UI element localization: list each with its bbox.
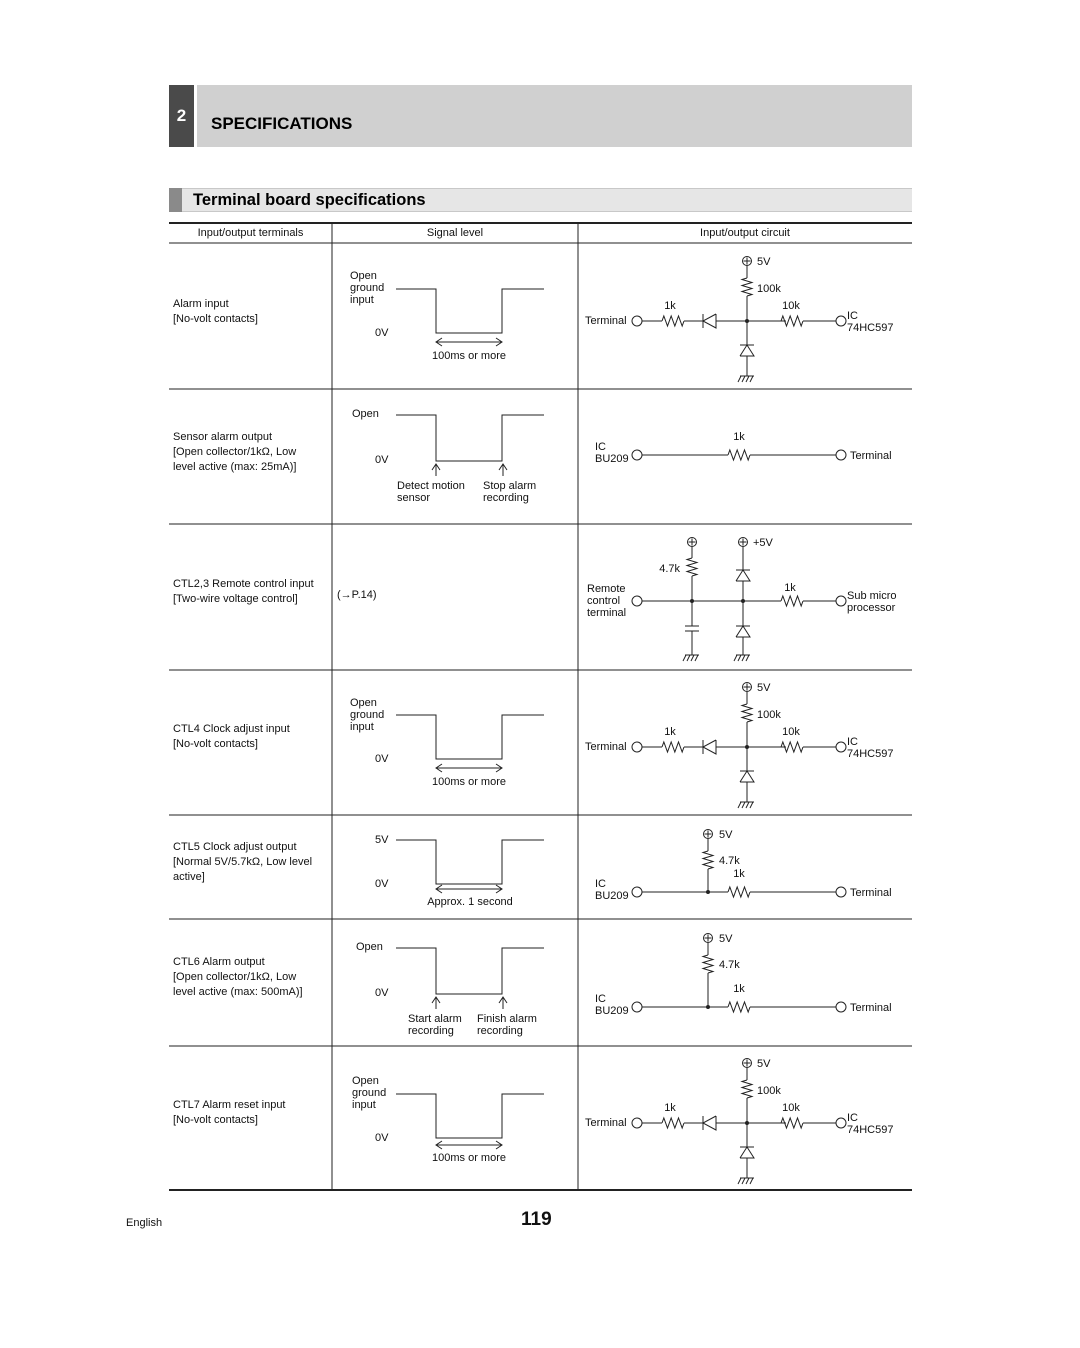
terminal-node (632, 887, 642, 897)
ground-symbol (738, 802, 741, 808)
ic-label: IC (595, 441, 606, 453)
diode (740, 345, 754, 356)
ground-symbol (746, 802, 749, 808)
terminal-node (836, 887, 846, 897)
ground-symbol (695, 655, 698, 661)
terminal-label: Terminal (850, 887, 892, 899)
ic-label: 74HC597 (847, 322, 894, 334)
terminal-node (836, 1118, 846, 1128)
resistor-label: 1k (733, 868, 745, 880)
diode (703, 314, 716, 328)
signal-high-label: Open (350, 697, 377, 709)
ground-symbol (738, 1178, 741, 1184)
event-label: sensor (397, 492, 431, 504)
terminal-name: level active (max: 500mA)] (173, 986, 303, 998)
resistor (781, 1118, 803, 1128)
span-label: Approx. 1 second (427, 896, 513, 908)
supply-label: 5V (719, 829, 733, 841)
resistor (703, 851, 713, 869)
span-label: 100ms or more (432, 1152, 506, 1164)
resistor (742, 278, 752, 296)
resistor (703, 955, 713, 973)
signal-high-label: ground (352, 1087, 387, 1099)
diode (736, 626, 750, 637)
pulse-waveform (396, 289, 544, 333)
supply-label: 5V (757, 1058, 771, 1070)
resistor (728, 450, 750, 460)
ground-symbol (746, 1178, 749, 1184)
terminal-label: Remote (587, 583, 626, 595)
terminal-node (836, 316, 846, 326)
terminal-name: CTL5 Clock adjust output (173, 841, 297, 853)
supply-label: 5V (757, 256, 771, 268)
signal-low-label: 0V (375, 878, 389, 890)
ground-symbol (746, 376, 749, 382)
page-reference: (→P.14) (337, 589, 377, 601)
resistor-label: 10k (782, 726, 800, 738)
ic-label: BU209 (595, 890, 629, 902)
terminal-node (632, 316, 642, 326)
ground-symbol (734, 655, 737, 661)
supply-label: +5V (753, 537, 773, 549)
signal-high-label: ground (350, 282, 385, 294)
terminal-name: [No-volt contacts] (173, 1114, 258, 1126)
signal-low-label: 0V (375, 454, 389, 466)
terminal-name: [Normal 5V/5.7kΩ, Low level (173, 856, 313, 868)
ground-symbol (742, 1178, 745, 1184)
chapter-title: SPECIFICATIONS (211, 114, 353, 133)
ground-symbol (742, 376, 745, 382)
resistor (662, 1118, 684, 1128)
signal-high-label: input (350, 294, 374, 306)
ic-label: 74HC597 (847, 1124, 894, 1136)
header-terminals: Input/output terminals (197, 227, 304, 239)
ic-label: IC (595, 878, 606, 890)
resistor (781, 742, 803, 752)
signal-high-label: Open (356, 941, 383, 953)
processor-label: Sub micro (847, 590, 897, 602)
pullup-label: 4.7k (719, 959, 740, 971)
ground-symbol (742, 802, 745, 808)
pulse-waveform (396, 415, 544, 461)
resistor-label: 1k (733, 431, 745, 443)
resistor-label: 1k (664, 1102, 676, 1114)
terminal-node (632, 1118, 642, 1128)
terminal-label: Terminal (585, 1117, 627, 1129)
ic-label: 74HC597 (847, 748, 894, 760)
page-number: 119 (521, 1209, 552, 1230)
ic-label: BU209 (595, 453, 629, 465)
signal-low-label: 0V (375, 327, 389, 339)
resistor (728, 1002, 750, 1012)
terminal-node (836, 596, 846, 606)
terminal-name: [No-volt contacts] (173, 738, 258, 750)
signal-high-label: Open (352, 408, 379, 420)
event-label: Finish alarm (477, 1013, 537, 1025)
event-label: Stop alarm (483, 480, 537, 492)
signal-high-label: Open (352, 1075, 379, 1087)
pulse-waveform (396, 1094, 544, 1138)
resistor (742, 704, 752, 722)
terminal-name: [No-volt contacts] (173, 313, 258, 325)
resistor (781, 596, 803, 606)
terminal-name: [Open collector/1kΩ, Low (173, 446, 297, 458)
resistor (781, 316, 803, 326)
ic-label: IC (595, 993, 606, 1005)
ground-symbol (746, 655, 749, 661)
terminal-name: CTL7 Alarm reset input (173, 1099, 286, 1111)
diode (703, 1116, 716, 1130)
terminal-node (836, 450, 846, 460)
signal-high-label: 5V (375, 834, 389, 846)
terminal-node (632, 1002, 642, 1012)
ic-label: IC (847, 736, 858, 748)
pullup-label: 100k (757, 709, 781, 721)
terminal-name: Alarm input (173, 298, 229, 310)
pullup-label: 100k (757, 283, 781, 295)
signal-low-label: 0V (375, 753, 389, 765)
terminal-label: Terminal (585, 741, 627, 753)
diode (740, 1147, 754, 1158)
terminal-node (836, 1002, 846, 1012)
resistor (728, 887, 750, 897)
ic-label: IC (847, 1112, 858, 1124)
pulse-waveform (396, 840, 544, 884)
processor-label: processor (847, 602, 896, 614)
pullup-label: 4.7k (659, 563, 680, 575)
terminal-label: Terminal (850, 1002, 892, 1014)
event-label: recording (408, 1025, 454, 1037)
terminal-name: CTL4 Clock adjust input (173, 723, 290, 735)
ground-symbol (687, 655, 690, 661)
ground-symbol (738, 376, 741, 382)
event-label: Start alarm (408, 1013, 462, 1025)
ground-symbol (691, 655, 694, 661)
terminal-node (632, 742, 642, 752)
diode (740, 771, 754, 782)
resistor-label: 1k (733, 983, 745, 995)
ground-symbol (750, 1178, 753, 1184)
ground-symbol (738, 655, 741, 661)
resistor (687, 558, 697, 576)
supply-label: 5V (757, 682, 771, 694)
terminal-name: Sensor alarm output (173, 431, 273, 443)
ground-symbol (742, 655, 745, 661)
resistor-label: 10k (782, 1102, 800, 1114)
terminal-label: control (587, 595, 621, 607)
terminal-name: [Open collector/1kΩ, Low (173, 971, 297, 983)
footer-language: English (126, 1217, 163, 1229)
signal-high-label: input (350, 721, 374, 733)
ic-label: IC (847, 310, 858, 322)
event-label: recording (477, 1025, 523, 1037)
ground-symbol (683, 655, 686, 661)
terminal-name: level active (max: 25mA)] (173, 461, 297, 473)
ic-label: BU209 (595, 1005, 629, 1017)
span-label: 100ms or more (432, 350, 506, 362)
resistor-label: 1k (784, 582, 796, 594)
resistor (742, 1080, 752, 1098)
pulse-waveform (396, 715, 544, 759)
resistor-label: 10k (782, 300, 800, 312)
terminal-node (632, 596, 642, 606)
event-label: recording (483, 492, 529, 504)
signal-high-label: ground (350, 709, 385, 721)
terminal-name: active] (173, 871, 205, 883)
diode (736, 570, 750, 581)
terminal-name: CTL2,3 Remote control input (173, 578, 314, 590)
header-circuit: Input/output circuit (700, 227, 790, 239)
span-label: 100ms or more (432, 776, 506, 788)
signal-high-label: Open (350, 270, 377, 282)
supply-label: 5V (719, 933, 733, 945)
pulse-waveform (396, 948, 544, 994)
chapter-number: 2 (169, 85, 194, 147)
terminal-name: CTL6 Alarm output (173, 956, 265, 968)
terminal-label: Terminal (850, 450, 892, 462)
pullup-label: 100k (757, 1085, 781, 1097)
header-signal-level: Signal level (426, 227, 484, 239)
terminal-label: terminal (587, 607, 627, 619)
signal-high-label: input (352, 1099, 376, 1111)
terminal-node (836, 742, 846, 752)
terminal-name: [Two-wire voltage control] (173, 593, 298, 605)
section-title: Terminal board specifications (193, 191, 426, 209)
signal-low-label: 0V (375, 987, 389, 999)
signal-low-label: 0V (375, 1132, 389, 1144)
resistor (662, 316, 684, 326)
event-label: Detect motion (397, 480, 465, 492)
ground-symbol (750, 376, 753, 382)
terminal-node (632, 450, 642, 460)
diode (703, 740, 716, 754)
terminal-label: Terminal (585, 315, 627, 327)
resistor (662, 742, 684, 752)
resistor-label: 1k (664, 300, 676, 312)
ground-symbol (750, 802, 753, 808)
pullup-label: 4.7k (719, 855, 740, 867)
resistor-label: 1k (664, 726, 676, 738)
